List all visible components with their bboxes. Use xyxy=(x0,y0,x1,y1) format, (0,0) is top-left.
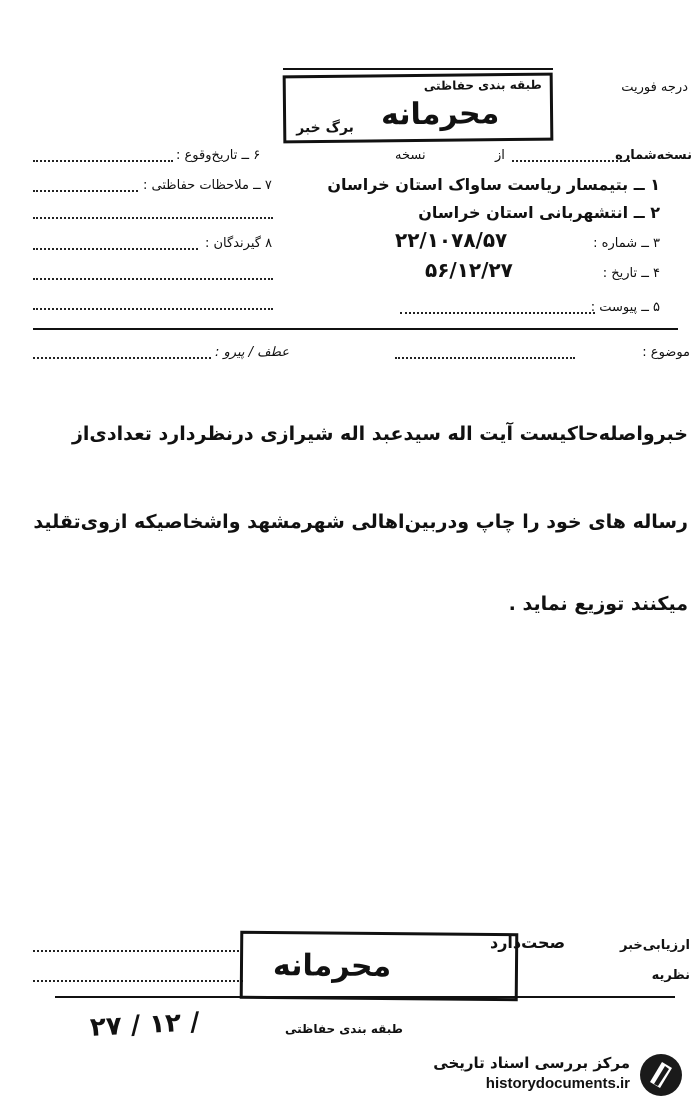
stamp-top-overline xyxy=(283,68,553,70)
stamp-text-top: محرمانه xyxy=(380,96,500,133)
copy-number-dots xyxy=(512,160,630,162)
footer-divider xyxy=(55,996,675,998)
date-value: ۵۶/۱۲/۲۷ xyxy=(425,258,513,282)
attachment-label: ۵ ــ پیوست : xyxy=(590,300,660,315)
classification-stamp-top xyxy=(283,73,554,144)
attachment-dots xyxy=(400,312,595,314)
watermark-logo-icon xyxy=(638,1052,684,1098)
recipient-1: ۱ ــ بتیمسار ریاست ساواک استان خراسان xyxy=(327,175,660,194)
recipients-dots-3 xyxy=(33,308,273,310)
subject-dots xyxy=(395,357,575,359)
opinion-label: نظریه xyxy=(651,968,690,983)
stamp-text-bottom: محرمانه xyxy=(272,948,392,985)
from-label: از xyxy=(495,148,505,163)
subject-label: موضوع : xyxy=(642,345,690,360)
number-label: ۳ ــ شماره : xyxy=(593,236,660,251)
evaluation-value: صحت‌دارد xyxy=(490,933,566,952)
opinion-dots xyxy=(33,980,243,982)
event-date-label: ۶ ــ تاریخ‌وقوع : xyxy=(176,148,261,163)
classification-stamp-bottom xyxy=(240,931,519,1001)
number-value: ۲۲/۱۰۷۸/۵۷ xyxy=(395,228,508,252)
copy-number-label: نسخه‌شماره xyxy=(615,148,692,163)
body-line-3: میکنند توزیع نماید . xyxy=(508,593,688,615)
watermark xyxy=(430,1052,692,1098)
watermark-title: مرکز بررسی اسناد تاریخی xyxy=(433,1054,630,1072)
copy-label: نسخه xyxy=(395,148,426,163)
handwritten-date-bottom: ۲۷ / ۱۲ / xyxy=(89,1007,201,1043)
remarks-dots-2 xyxy=(33,217,273,219)
classification-label-top: طبقه بندی حفاظتی xyxy=(423,77,542,93)
classification-label-bottom: طبقه بندی حفاظتی xyxy=(285,1022,403,1036)
remarks-dots xyxy=(33,190,138,192)
reference-label: عطف / پیرو : xyxy=(215,345,290,360)
stamp-subtext-top: برگ خبر xyxy=(296,119,354,137)
date-label: ۴ ــ تاریخ : xyxy=(602,266,660,281)
recipients-dots-2 xyxy=(33,278,273,280)
reference-dots xyxy=(33,357,211,359)
remarks-label: ۷ ــ ملاحظات حفاظتی : xyxy=(143,178,272,193)
recipients-dots xyxy=(33,248,198,250)
body-line-2: رساله های خود را چاپ ودربین‌اهالی شهرمشهد واشخاصیکه ازوی‌تقلید xyxy=(33,511,688,533)
recipients-label: ۸ گیرندگان : xyxy=(205,236,273,251)
evaluation-dots xyxy=(33,950,243,952)
body-line-1: خبرواصله‌حاکیست آیت اله سیدعبد اله شیرازی درنظردارد تعدادی‌از xyxy=(71,423,688,445)
event-date-dots xyxy=(33,160,173,162)
watermark-url: historydocuments.ir xyxy=(485,1075,630,1092)
urgency-label: درجه فوریت xyxy=(621,80,688,95)
header-divider xyxy=(33,328,678,330)
evaluation-label: ارزیابی‌خبر xyxy=(620,938,690,953)
recipient-2: ۲ ــ انتشهربانی استان خراسان xyxy=(418,203,660,222)
